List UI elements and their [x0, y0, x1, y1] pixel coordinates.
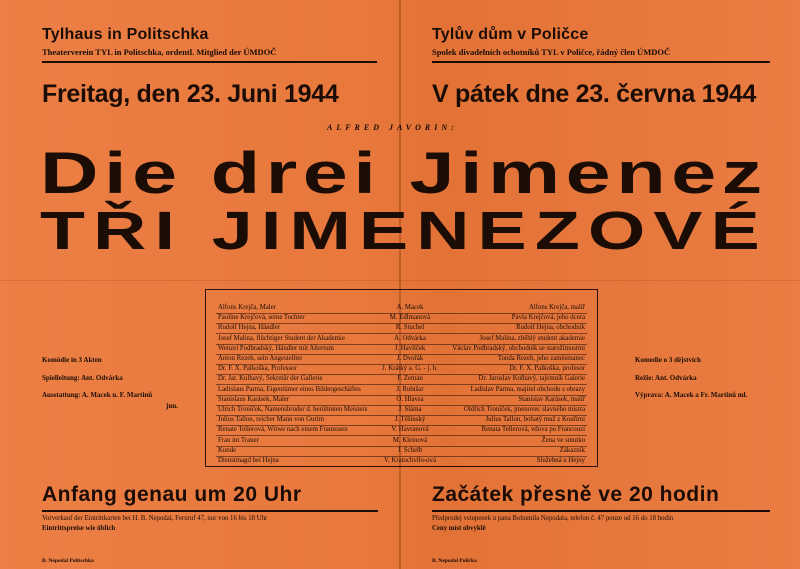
printer-german: B. Nepodal Politschka: [42, 558, 94, 564]
cast-role-czech: Julius Tallon, bohatý muž z Kouřimi: [485, 416, 585, 424]
cast-role-german: Julius Tallon, reicher Mann von Gurim: [218, 416, 324, 424]
cast-actor: J. Těšínský: [394, 416, 426, 424]
cast-role-german: Renate Tellerová, Witwe nach einem Franzosen: [218, 426, 348, 434]
prices-czech: Ceny míst obvyklé: [432, 525, 486, 532]
cast-role-czech: Zákazník: [559, 446, 585, 454]
cast-actor: V. Havranová: [391, 426, 429, 434]
start-time-german: Anfang genau um 20 Uhr: [42, 483, 302, 506]
title-czech: TŘI JIMENEZOVÉ: [40, 201, 768, 261]
start-time-czech: Začátek přesně ve 20 hodin: [432, 483, 720, 506]
society-german: Theaterverein TYL in Politschka, ordentl. Mitglied der ÚMDOČ: [42, 47, 277, 57]
cast-role-czech: Dr. Jaroslav Kulhavý, tajemník Galerie: [478, 375, 585, 383]
cast-role-german: Kunde: [218, 446, 237, 454]
header-rule-left: [42, 61, 377, 63]
cast-actor: M. Kleinová: [392, 436, 428, 444]
footer-rule-left: [42, 510, 378, 512]
cast-role-german: Ladislaus Parma, Eigentümer eines Bildergeschäftes: [218, 385, 361, 393]
cast-role-czech: Ladislav Parma, majitel obchodu s obrazy: [470, 385, 585, 393]
cast-role-czech: Tonda Rezeh, jeho zaměstnanec: [497, 355, 585, 362]
cast-role-german: Josef Malina, flüchtiger Student der Akademie: [218, 334, 345, 342]
cast-actor: A. Macek: [396, 304, 424, 311]
cast-actor: O. Hlavsa: [396, 395, 424, 403]
fold-crease-horizontal: [0, 280, 800, 281]
cast-role-czech: Alfons Krejča, malíř: [528, 304, 585, 311]
cast-role-czech: Renata Tellerová, vdova po Francouzi: [481, 426, 585, 434]
cast-role-german: Ulrich Troníček, Namensbruder d. berühmten Meisters: [218, 406, 368, 413]
decor-czech: Výprava: A. Macek a Fr. Martinů ml.: [635, 391, 748, 399]
cast-role-german: Wenzel Podbradský, Händler mit Altertum: [218, 344, 334, 352]
cast-actor: J. Krátký a. G. - j. h.: [382, 365, 438, 373]
cast-actor: F. Zeman: [397, 375, 423, 383]
genre-german: Komödie in 3 Akten: [42, 356, 102, 364]
cast-actor: A. Odvárka: [394, 334, 426, 342]
cast-role-german: Dr. F. X. Palkoška, Professor: [218, 365, 297, 373]
cast-role-czech: Rudolf Hejna, obchodník: [516, 324, 585, 332]
cast-actor: R. Stuchel: [395, 324, 425, 332]
footer-rule-right: [432, 510, 770, 512]
title-german: Die drei Jimenez: [40, 141, 768, 206]
cast-role-german: Anton Rezeh, sein Angestellter: [218, 355, 303, 362]
cast-row: [206, 455, 597, 467]
decor-german-suffix: jun.: [166, 402, 178, 410]
cast-role-czech: Pavla Krejčová, jeho dcera: [511, 314, 585, 322]
cast-actor: V. Kratochvílo-ová: [384, 457, 436, 464]
cast-role-czech: Stanislav Karásek, malíř: [518, 395, 585, 403]
cast-actor: J. Havlíček: [394, 344, 426, 352]
direction-czech: Režie: Ant. Odvárka: [635, 374, 697, 382]
cast-role-czech: Václav Podbradský, obchodník se starožitnostmi: [452, 344, 585, 352]
cast-role-czech: Josef Malina, zběhlý student akademie: [479, 334, 585, 342]
date-czech: V pátek dne 23. června 1944: [432, 80, 757, 108]
cast-actor: M. Edlmanová: [389, 314, 431, 322]
cast-role-german: Pauline Krejčová, seine Tochter: [218, 314, 305, 322]
presale-german: Vorverkauf der Eintrittkarten bei H. B. Nepodal, Fernruf 47, nur von 16 bis 18 Uhr: [42, 515, 268, 522]
cast-role-czech: Žena ve smutku: [541, 436, 585, 444]
cast-role-german: Stanislaus Karásek, Maler: [218, 395, 290, 403]
author-name: ALFRED JAVORIN:: [327, 123, 458, 132]
cast-role-german: Dr. Jar. Kulhavý, Sekretär der Gallerie: [218, 375, 323, 383]
cast-actor: J. Dvořák: [396, 355, 424, 362]
decor-german: Ausstattung: A. Macek u. F. Martinů: [42, 391, 153, 399]
direction-german: Spielleitung: Ant. Odvárka: [42, 374, 123, 382]
genre-czech: Komedie o 3 dějstvích: [635, 356, 701, 364]
cast-role-czech: Oldřich Troníček, jmenovec slavného mistra: [464, 406, 585, 413]
fold-crease-vertical: [399, 0, 401, 569]
cast-role-german: Frau im Trauer: [218, 436, 259, 444]
cast-actor: J. Schelb: [397, 446, 423, 454]
presale-czech: Předprodej vstupenek u pana Bohumila Nepodala, telefon č. 47 pouze od 16 do 18 hodin: [432, 515, 674, 522]
cast-role-german: Rudolf Hejna, Händler: [218, 324, 281, 332]
header-rule-right: [432, 61, 770, 63]
venue-czech: Tylův dům v Poličce: [432, 26, 589, 43]
cast-role-german: Dienstmagd bei Hejna: [218, 457, 279, 464]
venue-german: Tylhaus in Politschka: [42, 26, 209, 43]
prices-german: Eintrittspreise wie üblich: [42, 525, 116, 532]
cast-actor: J. Sláma: [398, 406, 422, 413]
cast-list: [205, 289, 598, 467]
society-czech: Spolek divadelních ochotníků TYL v Poličce, řádný člen ÚMDOČ: [432, 47, 671, 57]
cast-row-rule: [216, 466, 587, 467]
date-german: Freitag, den 23. Juni 1944: [42, 80, 339, 108]
cast-role-czech: Služebná u Hejny: [536, 457, 585, 464]
cast-role-german: Alfons Krejča, Maler: [218, 304, 276, 311]
cast-actor: J. Rubišar: [396, 385, 424, 393]
printer-czech: B. Nepodal Polička: [432, 558, 477, 564]
cast-role-czech: Dr. F. X. Palkoška, profesor: [509, 365, 585, 373]
